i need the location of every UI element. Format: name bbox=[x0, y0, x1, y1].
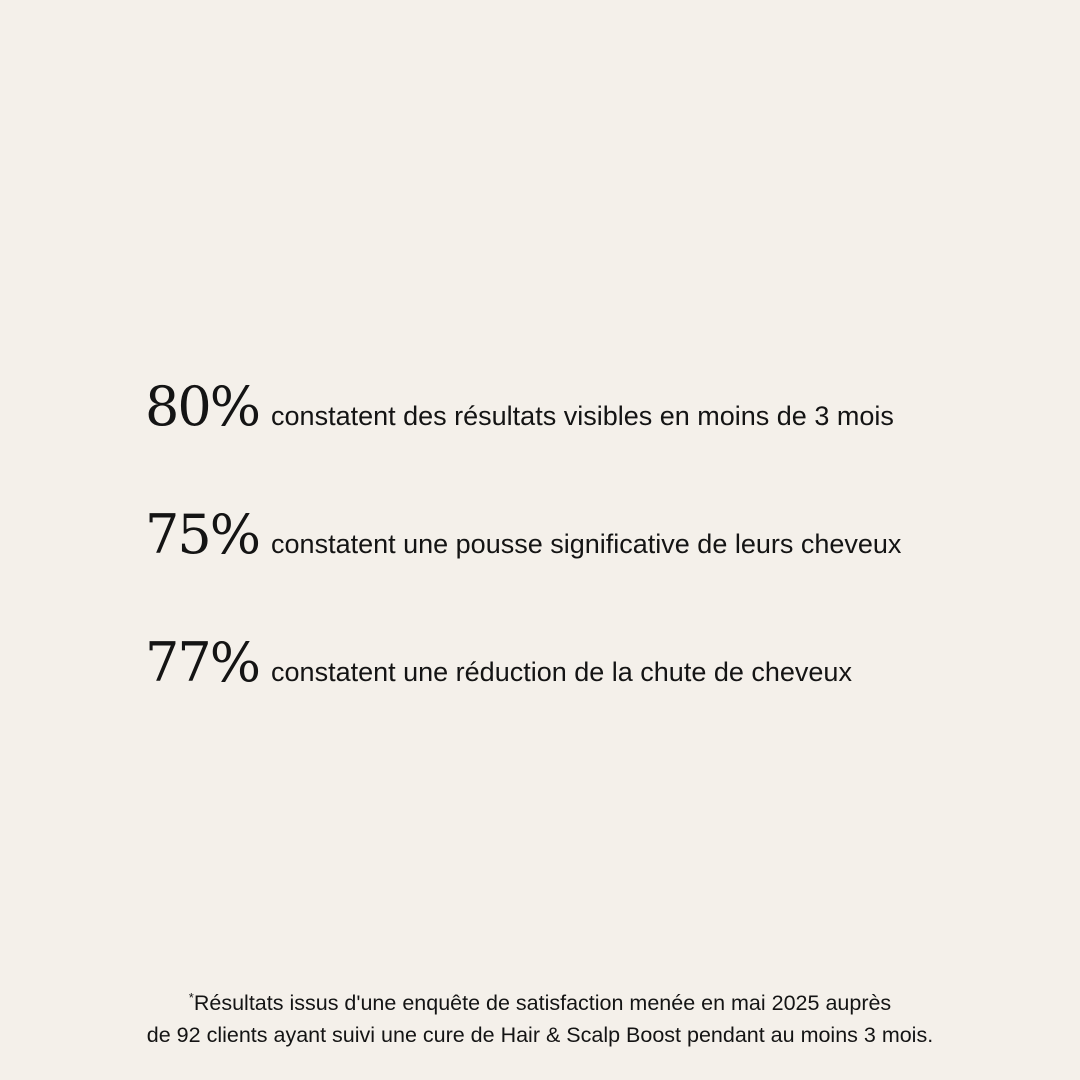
stat-row-2 bbox=[145, 503, 1045, 636]
stat-row-3 bbox=[145, 631, 1045, 764]
footnote-line-2: de 92 clients ayant suivi une cure de Hair & Scalp Boost pendant au moins 3 mois. bbox=[146, 1023, 934, 1047]
footnote-line-1 bbox=[0, 982, 1080, 1019]
stat-percentage: 75% bbox=[145, 503, 260, 566]
stat-percentage: 77% bbox=[145, 631, 260, 694]
footnote-text-1: Résultats issus d'une enquête de satisfaction menée en mai 2025 auprès bbox=[193, 991, 892, 1015]
stat-description: constatent une réduction de la chute de cheveux bbox=[271, 657, 852, 687]
stat-description: constatent une pousse significative de leurs cheveux bbox=[271, 529, 902, 559]
survey-footnote bbox=[0, 982, 1080, 1051]
footnote-asterisk: * bbox=[188, 990, 194, 1005]
stat-percentage: 80% bbox=[145, 375, 260, 438]
stats-list bbox=[145, 375, 1045, 764]
stat-description: constatent des résultats visibles en moins de 3 mois bbox=[271, 401, 894, 431]
stat-row-1 bbox=[145, 375, 1045, 508]
